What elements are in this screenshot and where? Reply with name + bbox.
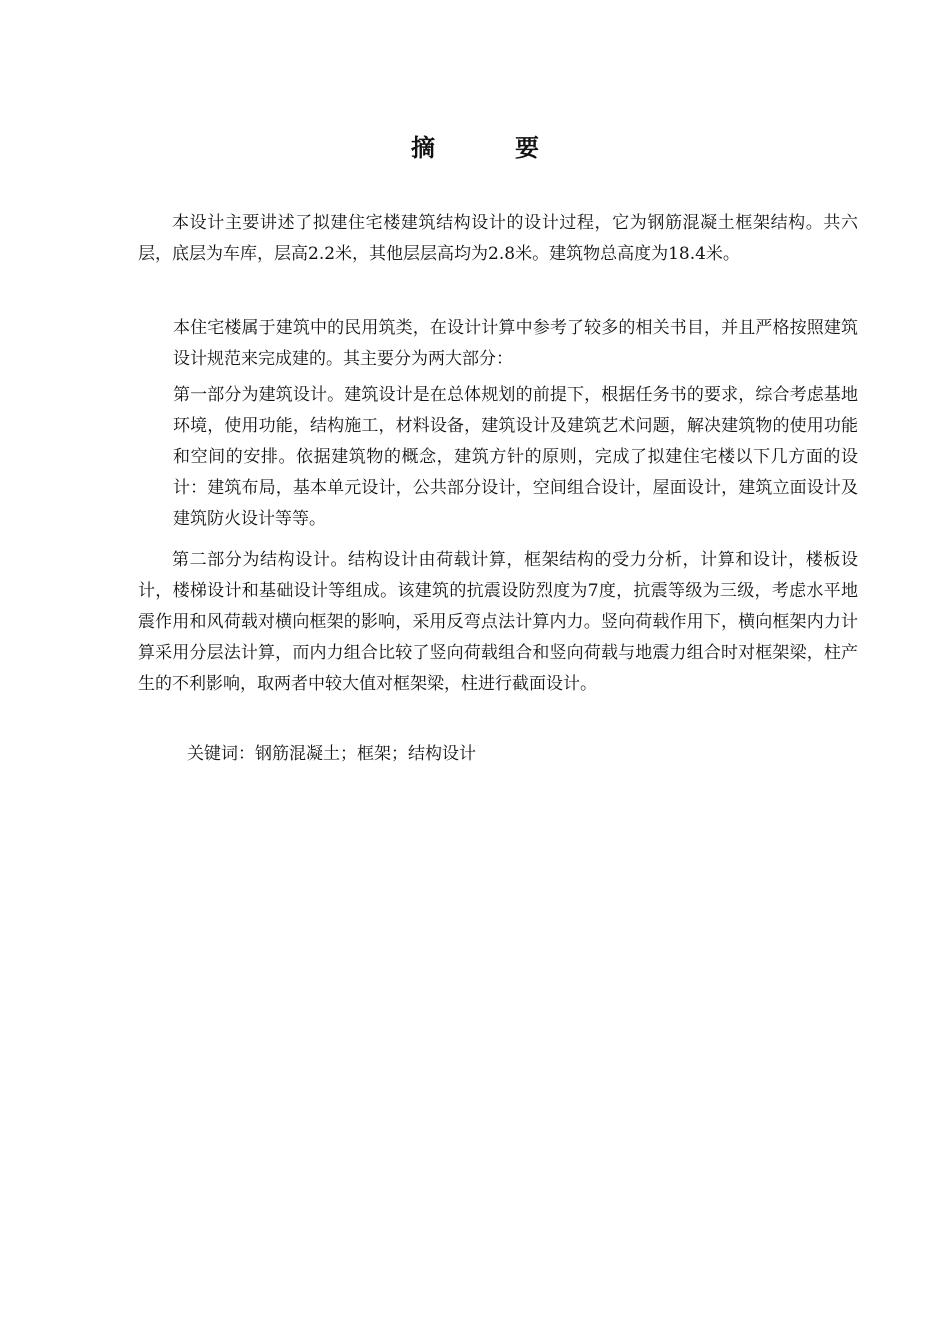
page-title: 摘 要 <box>411 133 567 162</box>
abstract-paragraph-intro: 本设计主要讲述了拟建住宅楼建筑结构设计的设计过程，它为钢筋混凝土框架结构。共六层，底层为车库，层高2.2米，其他层层高均为2.8米。建筑物总高度为18.4米。 <box>138 213 858 264</box>
abstract-paragraph-architecture: 第一部分为建筑设计。建筑设计是在总体规划的前提下，根据任务书的要求，综合考虑基地环境，使用功能，结构施工，材料设备，建筑设计及建筑艺术问题，解决建筑物的使用功能和空间的安排。依据建筑物的概念，建筑方针的原则，完成了拟建住宅楼以下几方面的设计：建筑布局，基本单元设计，公共部分设计，空间组合设计，屋面设计，建筑立面设计及建筑防火设计等等。 <box>173 385 858 529</box>
abstract-paragraph-overview: 本住宅楼属于建筑中的民用筑类，在设计计算中参考了较多的相关书目，并且严格按照建筑设计规范来完成建的。其主要分为两大部分： <box>173 318 858 369</box>
keywords-line: 关键词：钢筋混凝土；框架；结构设计 <box>187 744 476 764</box>
abstract-paragraph-structure: 第二部分为结构设计。结构设计由荷载计算，框架结构的受力分析，计算和设计，楼板设计，楼梯设计和基础设计等组成。该建筑的抗震设防烈度为7度，抗震等级为三级，考虑水平地震作用和风荷载对横向框架的影响，采用反弯点法计算内力。竖向荷载作用下，横向框架内力计算采用分层法计算，而内力组合比较了竖向荷载组合和竖向荷载与地震力组合时对框架梁，柱产生的不利影响，取两者中较大值对框架梁，柱进行截面设计。 <box>138 550 858 694</box>
